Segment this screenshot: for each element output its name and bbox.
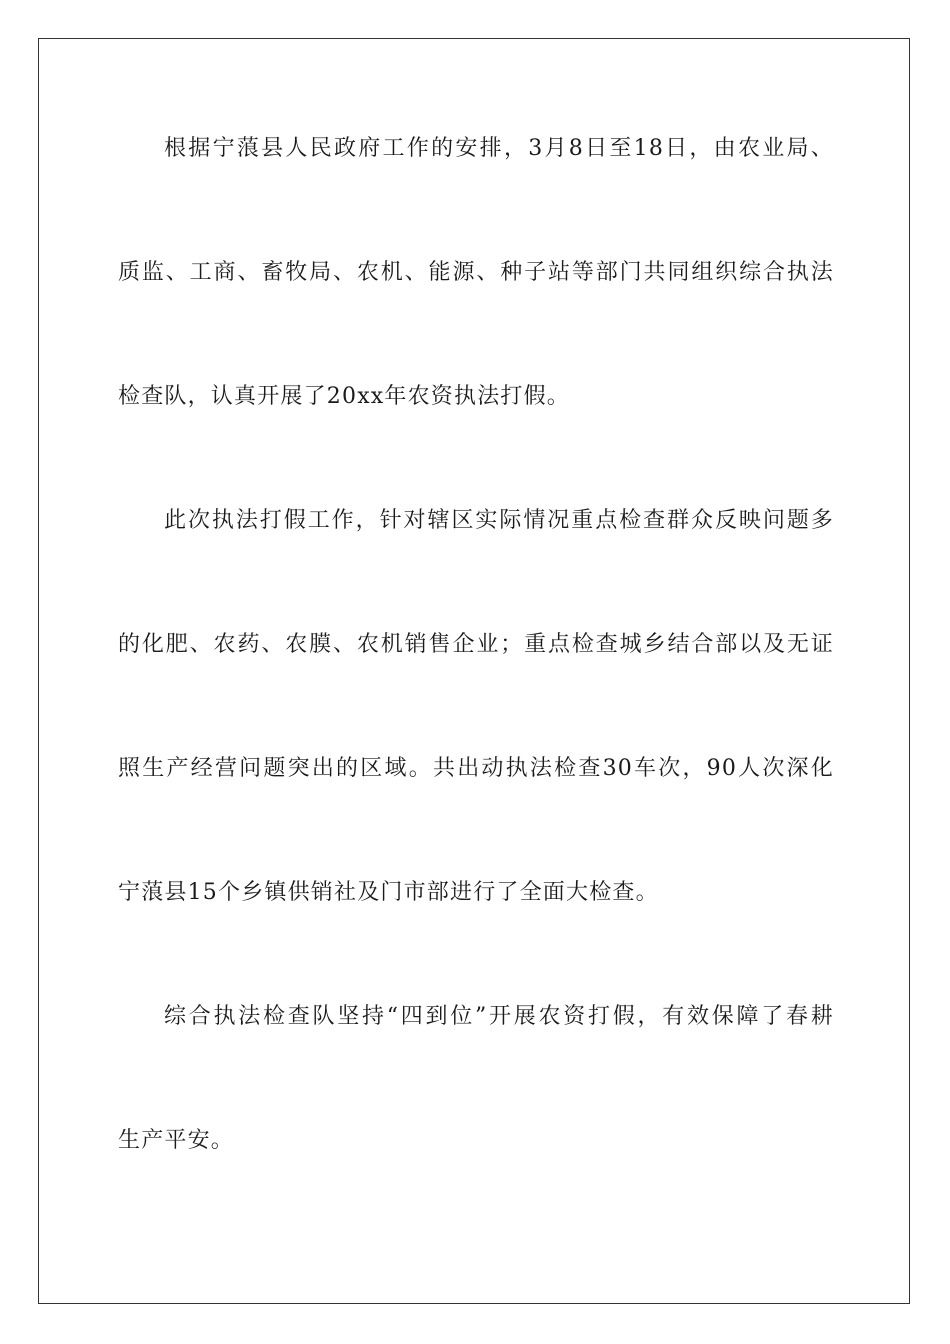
paragraph-2-line-1: 此次执法打假工作，针对辖区实际情况重点检查群众反映问题多	[164, 508, 834, 533]
paragraph-1-line-2: 质监、工商、畜牧局、农机、能源、种子站等部门共同组织综合执法	[118, 260, 834, 285]
paragraph-2-line-2: 的化肥、农药、农膜、农机销售企业；重点检查城乡结合部以及无证	[118, 632, 834, 657]
paragraph-1-line-1: 根据宁蒗县人民政府工作的安排，3月8日至18日，由农业局、	[164, 136, 834, 161]
paragraph-3-line-2: 生产平安。	[118, 1128, 235, 1153]
paragraph-2-line-3: 照生产经营问题突出的区域。共出动执法检查30车次，90人次深化	[118, 756, 834, 781]
paragraph-1-line-3: 检查队，认真开展了20xx年农资执法打假。	[118, 384, 571, 409]
paragraph-2-line-4: 宁蒗县15个乡镇供销社及门市部进行了全面大检查。	[118, 880, 659, 905]
paragraph-3-line-1: 综合执法检查队坚持“四到位”开展农资打假，有效保障了春耕	[164, 1004, 834, 1029]
page-border	[38, 38, 910, 1304]
